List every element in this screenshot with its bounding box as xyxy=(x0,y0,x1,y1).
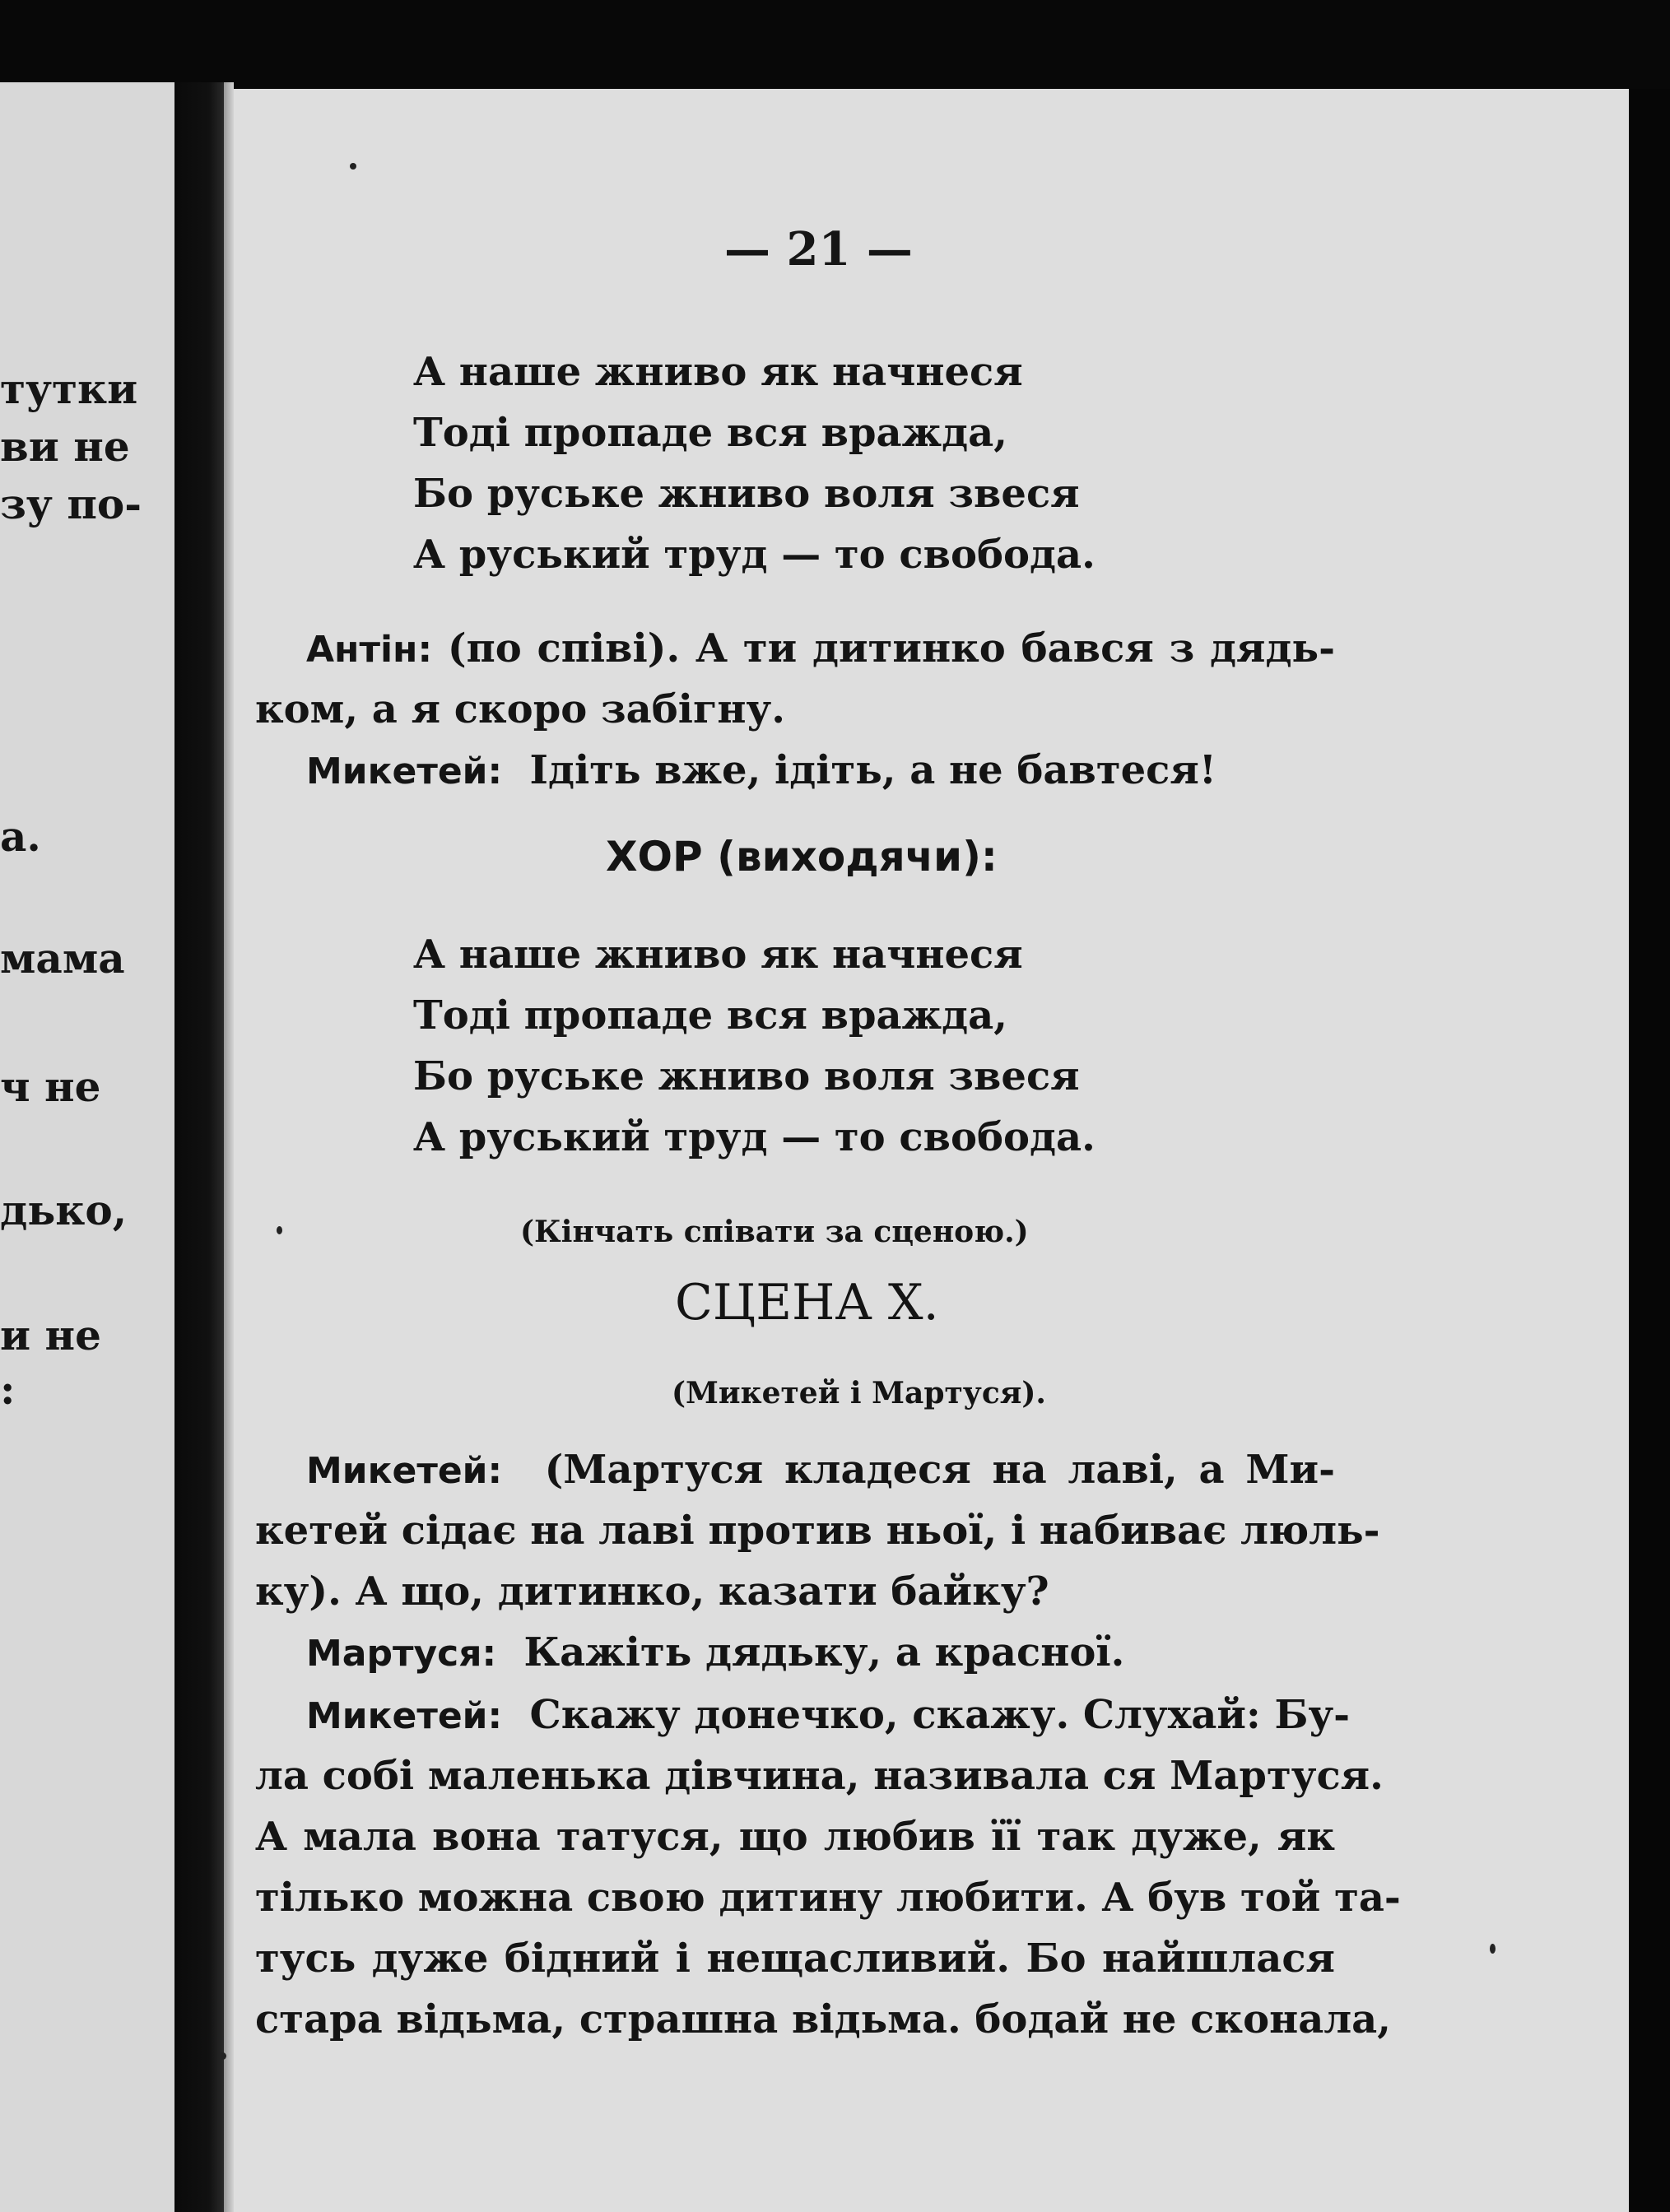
speaker-name: Микетей: xyxy=(306,750,503,792)
verse-line: Бо руське жниво воля звеся xyxy=(413,1053,1080,1099)
book-gutter xyxy=(174,82,224,2212)
page-number: — 21 — xyxy=(724,222,913,276)
left-fragment-line: ви не xyxy=(0,422,130,471)
miketei-line xyxy=(306,747,1335,793)
chorus-heading: ХОР (виходячи): xyxy=(606,833,998,881)
right-border xyxy=(1629,89,1670,2212)
verse-line: А наше жниво як начнеся xyxy=(413,349,1023,395)
antin-line-1 xyxy=(306,625,1335,672)
scene-title: СЦЕНА X. xyxy=(675,1274,939,1331)
miketei-tale-line-3: А мала вона татуся, що любив її так дуже, як xyxy=(255,1814,1335,1860)
verse-line: А наше жниво як начнеся xyxy=(413,932,1023,978)
dialogue-text: Ідіть вже, ідіть, а не бавтеся! xyxy=(529,747,1216,793)
left-fragment-line: зу по- xyxy=(0,480,142,528)
speaker-name: Антін: xyxy=(306,629,433,671)
scan-speck xyxy=(277,1226,282,1234)
miketei-tale-line-1 xyxy=(306,1692,1351,1738)
antin-line-2: ком, а я скоро забігну. xyxy=(255,686,785,732)
verse-line: А руський труд — то свобода. xyxy=(413,1114,1096,1160)
verse-line: Тоді пропаде вся вражда, xyxy=(413,410,1007,456)
speaker-name: Микетей: xyxy=(306,1695,503,1737)
left-fragment-line: а. xyxy=(0,812,41,861)
martusia-line xyxy=(306,1629,1335,1675)
scene-persons: (Микетей і Мартуся). xyxy=(672,1376,1046,1410)
miketei-tale-line-6: стара відьма, страшна відьма. бодай не сконала, xyxy=(255,1996,1391,2042)
verse-line: Бо руське жниво воля звеся xyxy=(413,471,1080,517)
scan-speck xyxy=(219,2052,226,2060)
miketei-tale-line-4: тілько можна свою дитину любити. А був той та- xyxy=(255,1875,1401,1921)
miketei-speech-line-1 xyxy=(306,1447,1336,1493)
scan-speck xyxy=(350,163,356,170)
dialogue-text: Кажіть дядьку, а красної. xyxy=(523,1629,1125,1675)
miketei-speech-line-3: ку). А що, дитинко, казати байку? xyxy=(255,1568,1049,1615)
previous-page-fragment xyxy=(0,82,174,2212)
dialogue-text: (по співі). А ти дитинко бався з дядь- xyxy=(447,625,1335,672)
speaker-name: Мартуся: xyxy=(306,1633,497,1675)
left-fragment-line: : xyxy=(0,1365,16,1414)
verse-line: А руський труд — то свобода. xyxy=(413,532,1096,578)
speaker-name: Микетей: xyxy=(306,1450,503,1492)
miketei-speech-line-2: кетей сідає на лаві против ньої, і набиває люль- xyxy=(255,1508,1380,1554)
miketei-tale-line-2: ла собі маленька дівчина, називала ся Мартуся. xyxy=(255,1753,1384,1799)
left-fragment-line: и не xyxy=(0,1311,101,1359)
verse-line: Тоді пропаде вся вражда, xyxy=(413,992,1007,1039)
scan-speck xyxy=(1490,1944,1496,1954)
dialogue-text: Скажу донечко, скажу. Слухай: Бу- xyxy=(529,1692,1351,1738)
left-fragment-line: ч не xyxy=(0,1062,101,1111)
stage-direction: (Кінчать співати за сценою.) xyxy=(520,1215,1029,1249)
miketei-tale-line-5: тусь дуже бідний і нещасливий. Бо найшлася xyxy=(255,1936,1335,1982)
left-fragment-line: дько, xyxy=(0,1186,128,1234)
left-fragment-line: тутки xyxy=(0,365,138,413)
dialogue-text: (Мартуся кладеся на лаві, а Ми- xyxy=(544,1447,1336,1493)
left-fragment-line: мама xyxy=(0,934,125,983)
gutter-edge xyxy=(224,82,234,2212)
